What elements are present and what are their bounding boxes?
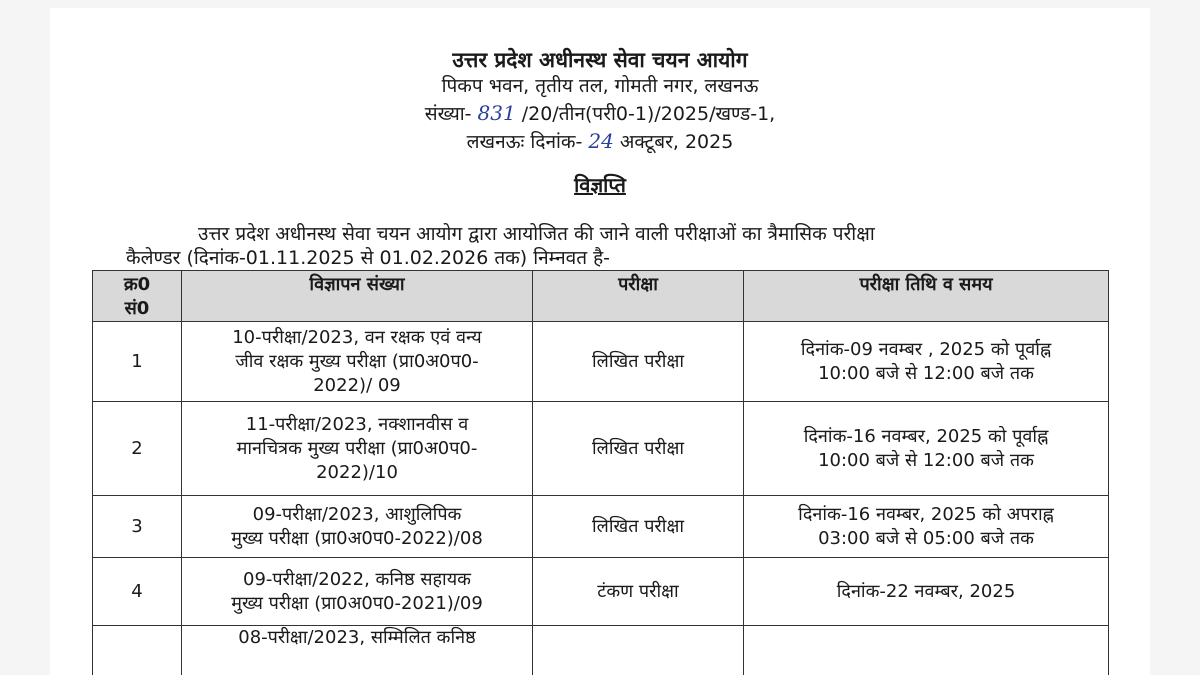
date-line: 10:00 बजे से 12:00 बजे तक <box>818 449 1034 471</box>
cell-advert <box>182 402 533 496</box>
org-address: पिकप भवन, तृतीय तल, गोमती नगर, लखनऊ <box>441 75 759 97</box>
notice-title <box>50 171 1150 198</box>
cell-exam: टंकण परीक्षा <box>533 558 744 626</box>
date-suffix: अक्टूबर, 2025 <box>619 131 734 153</box>
cell-datetime <box>744 558 1109 626</box>
ref-prefix: संख्या- <box>424 103 472 125</box>
date-line: दिनांक-16 नवम्बर, 2025 को अपराह्न <box>798 503 1054 525</box>
advert-line: 09-परीक्षा/2022, कनिष्ठ सहायक <box>243 568 471 590</box>
notice-title-text: विज्ञप्ति <box>574 173 626 197</box>
org-name: उत्तर प्रदेश अधीनस्थ सेवा चयन आयोग <box>452 48 748 72</box>
date-prefix: लखनऊः दिनांक- <box>466 131 583 153</box>
table-row <box>93 322 1109 402</box>
date-line: 03:00 बजे से 05:00 बजे तक <box>818 527 1034 549</box>
table-row <box>93 558 1109 626</box>
cell-datetime <box>744 626 1109 675</box>
cell-advert <box>182 626 533 675</box>
table-row <box>93 626 1109 675</box>
cell-exam: लिखित परीक्षा <box>533 402 744 496</box>
advert-line: 2022)/ 09 <box>313 374 401 396</box>
date-line: दिनांक-16 नवम्बर, 2025 को पूर्वाह्न <box>803 425 1049 447</box>
cell-advert <box>182 322 533 402</box>
header-exam: परीक्षा <box>533 271 744 322</box>
cell-serial: 3 <box>93 496 182 558</box>
table-row <box>93 402 1109 496</box>
advert-line: 09-परीक्षा/2023, आशुलिपिक <box>252 503 462 525</box>
table-row <box>93 496 1109 558</box>
table-header-row <box>93 271 1109 322</box>
advert-line: 2022)/10 <box>316 461 398 483</box>
advert-line: मानचित्रक मुख्य परीक्षा (प्रा0अ0प0- <box>236 437 478 459</box>
ref-suffix: /20/तीन(परी0-1)/2025/खण्ड-1, <box>521 103 776 125</box>
advert-line: मुख्य परीक्षा (प्रा0अ0प0-2022)/08 <box>231 527 483 549</box>
advert-line: 11-परीक्षा/2023, नक्शानवीस व <box>245 413 469 435</box>
header-datetime: परीक्षा तिथि व समय <box>744 271 1109 322</box>
header-serial-line2: सं0 <box>124 298 150 319</box>
cell-exam <box>533 626 744 675</box>
cell-advert <box>182 496 533 558</box>
handwritten-ref-number: 831 <box>477 101 516 125</box>
cell-datetime <box>744 496 1109 558</box>
advert-line: 10-परीक्षा/2023, वन रक्षक एवं वन्य <box>232 326 482 348</box>
cell-datetime <box>744 322 1109 402</box>
header-serial <box>93 271 182 322</box>
date-line: 10:00 बजे से 12:00 बजे तक <box>818 362 1034 384</box>
date-line: दिनांक-09 नवम्बर , 2025 को पूर्वाह्न <box>800 338 1052 360</box>
handwritten-date-day: 24 <box>588 129 614 153</box>
advert-line: जीव रक्षक मुख्य परीक्षा (प्रा0अ0प0- <box>235 350 479 372</box>
date-line: दिनांक-22 नवम्बर, 2025 <box>836 580 1016 602</box>
cell-serial: 2 <box>93 402 182 496</box>
document-page <box>50 8 1150 675</box>
advert-line: मुख्य परीक्षा (प्रा0अ0प0-2021)/09 <box>231 592 483 614</box>
exam-calendar-table <box>92 270 1109 675</box>
cell-advert <box>182 558 533 626</box>
date-line <box>50 128 1150 154</box>
cell-serial: 4 <box>93 558 182 626</box>
reference-line <box>50 100 1150 126</box>
cell-exam: लिखित परीक्षा <box>533 322 744 402</box>
cell-serial <box>93 626 182 675</box>
cell-datetime <box>744 402 1109 496</box>
notice-paragraph-line2: कैलेण्डर (दिनांक-01.11.2025 से 01.02.2026 तक) निम्नवत है- <box>126 247 611 269</box>
advert-line: 08-परीक्षा/2023, सम्मिलित कनिष्ठ <box>238 627 476 648</box>
cell-exam: लिखित परीक्षा <box>533 496 744 558</box>
cell-serial: 1 <box>93 322 182 402</box>
header-serial-line1: क्र0 <box>123 274 151 295</box>
notice-paragraph-line1: उत्तर प्रदेश अधीनस्थ सेवा चयन आयोग द्वारा आयोजित की जाने वाली परीक्षाओं का त्रैमासिक परीक्षा <box>198 223 875 245</box>
header-advert: विज्ञापन संख्या <box>182 271 533 322</box>
